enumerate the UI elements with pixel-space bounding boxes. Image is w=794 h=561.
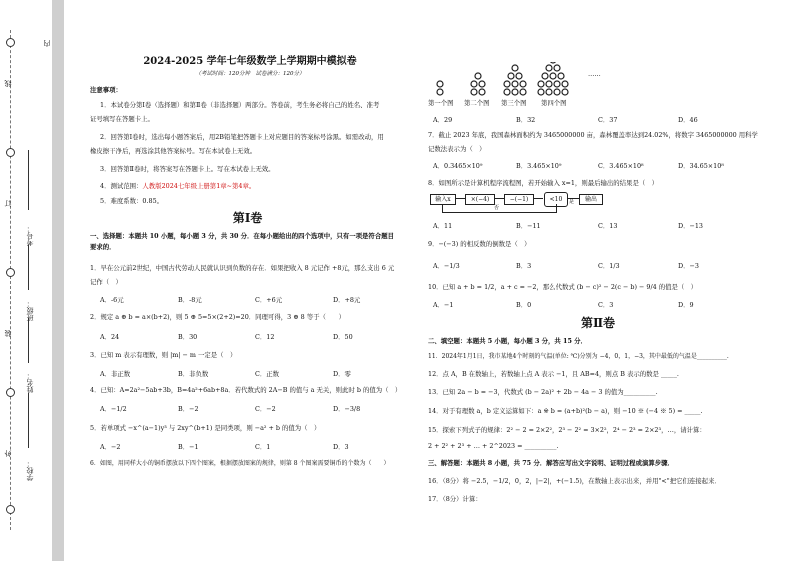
q5-option-b[interactable]: B．−1 — [178, 443, 199, 451]
question-16: 16．（8分）将 −2.5，−1/2，0，2，|−2|，+(−1.5)，在数轴上表示出来，并用"<"把它们连接起来． — [428, 477, 721, 485]
fig-label-4: 第四个图 — [541, 99, 567, 107]
q5-option-d[interactable]: D．3 — [333, 443, 349, 451]
note-line: 3．回答第Ⅱ卷时，将答案写在答题卡上。写在本试卷上无效。 — [100, 165, 275, 173]
fig-label-2: 第二个图 — [464, 99, 490, 107]
q2-option-a[interactable]: A．24 — [100, 333, 120, 341]
q8-option-a[interactable]: A．11 — [433, 222, 453, 230]
note-line: 1．本试卷分第Ⅰ卷（选择题）和第Ⅱ卷（非选择题）两部分。答卷前，考生务必将自己的姓名、准考 — [100, 101, 380, 109]
question-11: 11．2024年1月1日，我市某地4个时刻的气温(单位: ℃)分别为 −4，0，1，−3，其中最低的气温是__________. — [428, 353, 729, 360]
field-label-school: 学校： — [26, 460, 34, 481]
question-2: 2．规定 a ⊕ b = a×(b+2)，则 5 ⊕ 5=5×(2+2)=20．同理可得，3 ⊕ 8 等于（ ） — [90, 313, 346, 321]
note-line: 2．回答第Ⅰ卷时，选出每小题答案后，用2B铅笔把答题卡上对应题目的答案标号涂黑。如需改动，用 — [100, 133, 384, 141]
q9-option-d[interactable]: D．−3 — [678, 262, 699, 270]
q2-option-d[interactable]: D．50 — [333, 333, 353, 341]
note-line: 橡皮擦干净后，再选涂其他答案标号。写在本试卷上无效。 — [90, 147, 257, 155]
question-17: 17．（8分）计算： — [428, 495, 482, 503]
q1-option-c[interactable]: C．+6元 — [255, 296, 283, 304]
q10-option-d[interactable]: D．9 — [678, 301, 694, 309]
q6-option-c[interactable]: C．37 — [598, 116, 618, 124]
question-13: 13．已知 2a − b = −3，代数式 (b − 2a)² + 2b − 4a − 3 的值为__________. — [428, 388, 658, 396]
question-10: 10．已知 a + b = 1/2，a + c = −2，那么代数式 (b − c)² − 2(c − b) − 9/4 的值是（ ） — [428, 283, 698, 291]
question-1-tail: 记作（ ） — [90, 278, 122, 286]
q2-option-c[interactable]: C．12 — [255, 333, 275, 341]
flow-arrow — [533, 198, 543, 199]
flow-decision: <10 — [544, 192, 568, 207]
q10-option-c[interactable]: C．3 — [598, 301, 614, 309]
question-4: 4．已知：A=2a²−5ab+3b，B=4a²+6ab+8a．若代数式的 2A−B 的值与 a 无关，则此时 b 的值为（ ） — [90, 386, 402, 394]
school-line[interactable] — [28, 393, 29, 448]
binding-hole — [6, 148, 15, 157]
question-6: 6．如图，用同样大小的铜币摆放以下四个图案，根据摆放图案的规律，则第 8 个图案需要铜币的个数为（ ） — [90, 460, 390, 467]
q9-option-c[interactable]: C．1/3 — [598, 262, 620, 270]
q7-option-d[interactable]: D．34.65×10⁸ — [678, 162, 724, 170]
q8-option-b[interactable]: B．−11 — [516, 222, 541, 230]
question-3: 3．已知 m 表示有理数，则 |m| − m 一定是（ ） — [90, 351, 237, 359]
q1-option-d[interactable]: D．+8元 — [333, 296, 361, 304]
note-line: 证号填写在答题卡上。 — [90, 115, 154, 123]
question-9: 9．−(−3) 的相反数的倒数是（ ） — [428, 240, 531, 248]
mc-intro: 一、选择题：本题共 10 小题，每小题 3 分，共 30 分．在每小题给出的四个选项中，只有一项是符合题目 — [90, 232, 394, 240]
part2-heading: 第Ⅱ卷 — [580, 316, 616, 330]
q10-option-b[interactable]: B．0 — [516, 301, 532, 309]
part1-heading: 第Ⅰ卷 — [232, 211, 263, 225]
question-14: 14．对于有理数 a，b 定义运算如下：a ※ b = (a+b)²(b − a)，则 −10 ※ (−4 ※ 5) = _____. — [428, 407, 703, 415]
note-test-scope-label: 4．测试范围： — [100, 182, 143, 190]
gutter-mark: 订 — [4, 200, 12, 207]
question-15: 15．探索下列式子的规律：2² − 2 = 2×2²，2³ − 2² = 3×2²，2⁴ − 2³ = 2×2³，…，请计算： — [428, 426, 706, 434]
q5-option-a[interactable]: A．−2 — [100, 443, 121, 451]
field-label-exam-number: 考号： — [26, 225, 34, 246]
question-7: 7．截止 2023 年底，我国森林面积约为 3465000000 亩，森林覆盖率达到24.02%，将数字 3465000000 用科学 — [428, 131, 758, 139]
class-line[interactable] — [28, 245, 29, 290]
q7-option-b[interactable]: B．3.465×10⁹ — [516, 162, 562, 170]
page-subtitle: （考试时间：120分钟 试卷满分：120分） — [195, 71, 305, 77]
q7-option-a[interactable]: A．0.3465×10⁹ — [433, 162, 483, 170]
q7-option-c[interactable]: C．3.465×10⁸ — [598, 162, 644, 170]
question-12: 12．点 A，B 在数轴上，若数轴上点 A 表示 −1，且 AB=4，则点 B 表示的数是 _____. — [428, 370, 679, 378]
binding-gutter — [0, 0, 62, 561]
q8-option-c[interactable]: C．13 — [598, 222, 618, 230]
binding-hole — [6, 505, 15, 514]
gutter-mark: 外 — [4, 450, 12, 457]
question-15-tail: 2 + 2² + 2³ + … + 2^2023 = __________. — [428, 442, 559, 450]
note-line: 5．难度系数：0.85。 — [100, 197, 164, 205]
question-8: 8．如图所示是计算机程序流程图，若开始输入 x=1，则最后输出的结果是（ ） — [428, 179, 659, 187]
q6-option-b[interactable]: B．32 — [516, 116, 536, 124]
question-7-tail: 记数法表示为（ ） — [428, 145, 486, 153]
flow-arrow — [455, 198, 465, 199]
q3-option-d[interactable]: D．零 — [333, 370, 351, 378]
flow-arrow — [494, 198, 504, 199]
mc-intro: 要求的． — [90, 243, 116, 251]
fig-label-1: 第一个图 — [428, 99, 454, 107]
binding-hole — [6, 388, 15, 397]
flow-subtract: −(−1) — [504, 194, 534, 205]
q1-option-a[interactable]: A．-6元 — [100, 296, 124, 304]
page-title: 2024-2025 学年七年级数学上学期期中模拟卷 — [143, 56, 357, 67]
q9-option-a[interactable]: A．−1/3 — [433, 262, 460, 270]
flow-multiply: ×(−4) — [465, 194, 495, 205]
q8-option-d[interactable]: D．−13 — [678, 222, 704, 230]
exam-number-line[interactable] — [28, 150, 29, 210]
binding-hole — [6, 38, 15, 47]
q3-option-b[interactable]: B．非负数 — [178, 370, 209, 378]
q6-option-a[interactable]: A．29 — [433, 116, 453, 124]
q4-option-a[interactable]: A．−1/2 — [100, 405, 127, 413]
flow-input: 输入x — [430, 194, 456, 205]
fill-intro: 二、填空题：本题共 5 小题，每小题 3 分，共 15 分． — [428, 337, 587, 345]
q4-option-c[interactable]: C．−2 — [255, 405, 276, 413]
fig-ellipsis: …… — [588, 70, 601, 78]
q9-option-b[interactable]: B．3 — [516, 262, 532, 270]
gutter-bar — [52, 0, 64, 561]
name-line[interactable] — [28, 318, 29, 363]
q3-option-c[interactable]: C．正数 — [255, 370, 280, 378]
note-test-scope — [100, 182, 255, 190]
field-label-name: 姓名： — [26, 372, 34, 393]
field-label-class: 班级： — [26, 300, 34, 321]
fig-label-3: 第三个图 — [501, 99, 527, 107]
gutter-mark: 内 — [43, 40, 51, 47]
q4-option-d[interactable]: D．−3/8 — [333, 405, 361, 413]
binding-hole — [6, 268, 15, 277]
q2-option-b[interactable]: B．30 — [178, 333, 198, 341]
note-test-scope-value: 人教版2024七年级上册第1章~第4章。 — [142, 182, 256, 190]
question-1: 1．早在公元前2世纪，中国古代劳动人民就认识到负数的存在．如果把收入 8 元记作 +8元，那么支出 6 元 — [90, 264, 395, 272]
flow-loop — [442, 204, 557, 213]
gutter-mark: 装 — [4, 330, 12, 337]
flow-output: 输出 — [579, 194, 603, 205]
question-5: 5．若单项式 −x^(a−1)y³ 与 2xy^(b+1) 是同类项，则 −a² + b 的值为（ ） — [90, 424, 321, 432]
notes-heading: 注意事项： — [90, 86, 122, 94]
q6-option-d[interactable]: D．46 — [678, 116, 698, 124]
gutter-mark: 线 — [4, 80, 12, 87]
answer-intro: 三、解答题：本题共 8 小题，共 75 分．解答应写出文字说明、证明过程或演算步骤． — [428, 459, 674, 467]
flow-no-label: 否 — [494, 205, 500, 211]
flow-yes-label: 是 — [569, 199, 575, 205]
q3-option-a[interactable]: A．非正数 — [100, 370, 131, 378]
q10-option-a[interactable]: A．−1 — [433, 301, 454, 309]
q1-option-b[interactable]: B．-8元 — [178, 296, 202, 304]
q4-option-b[interactable]: B．−2 — [178, 405, 199, 413]
q5-option-c[interactable]: C．1 — [255, 443, 271, 451]
